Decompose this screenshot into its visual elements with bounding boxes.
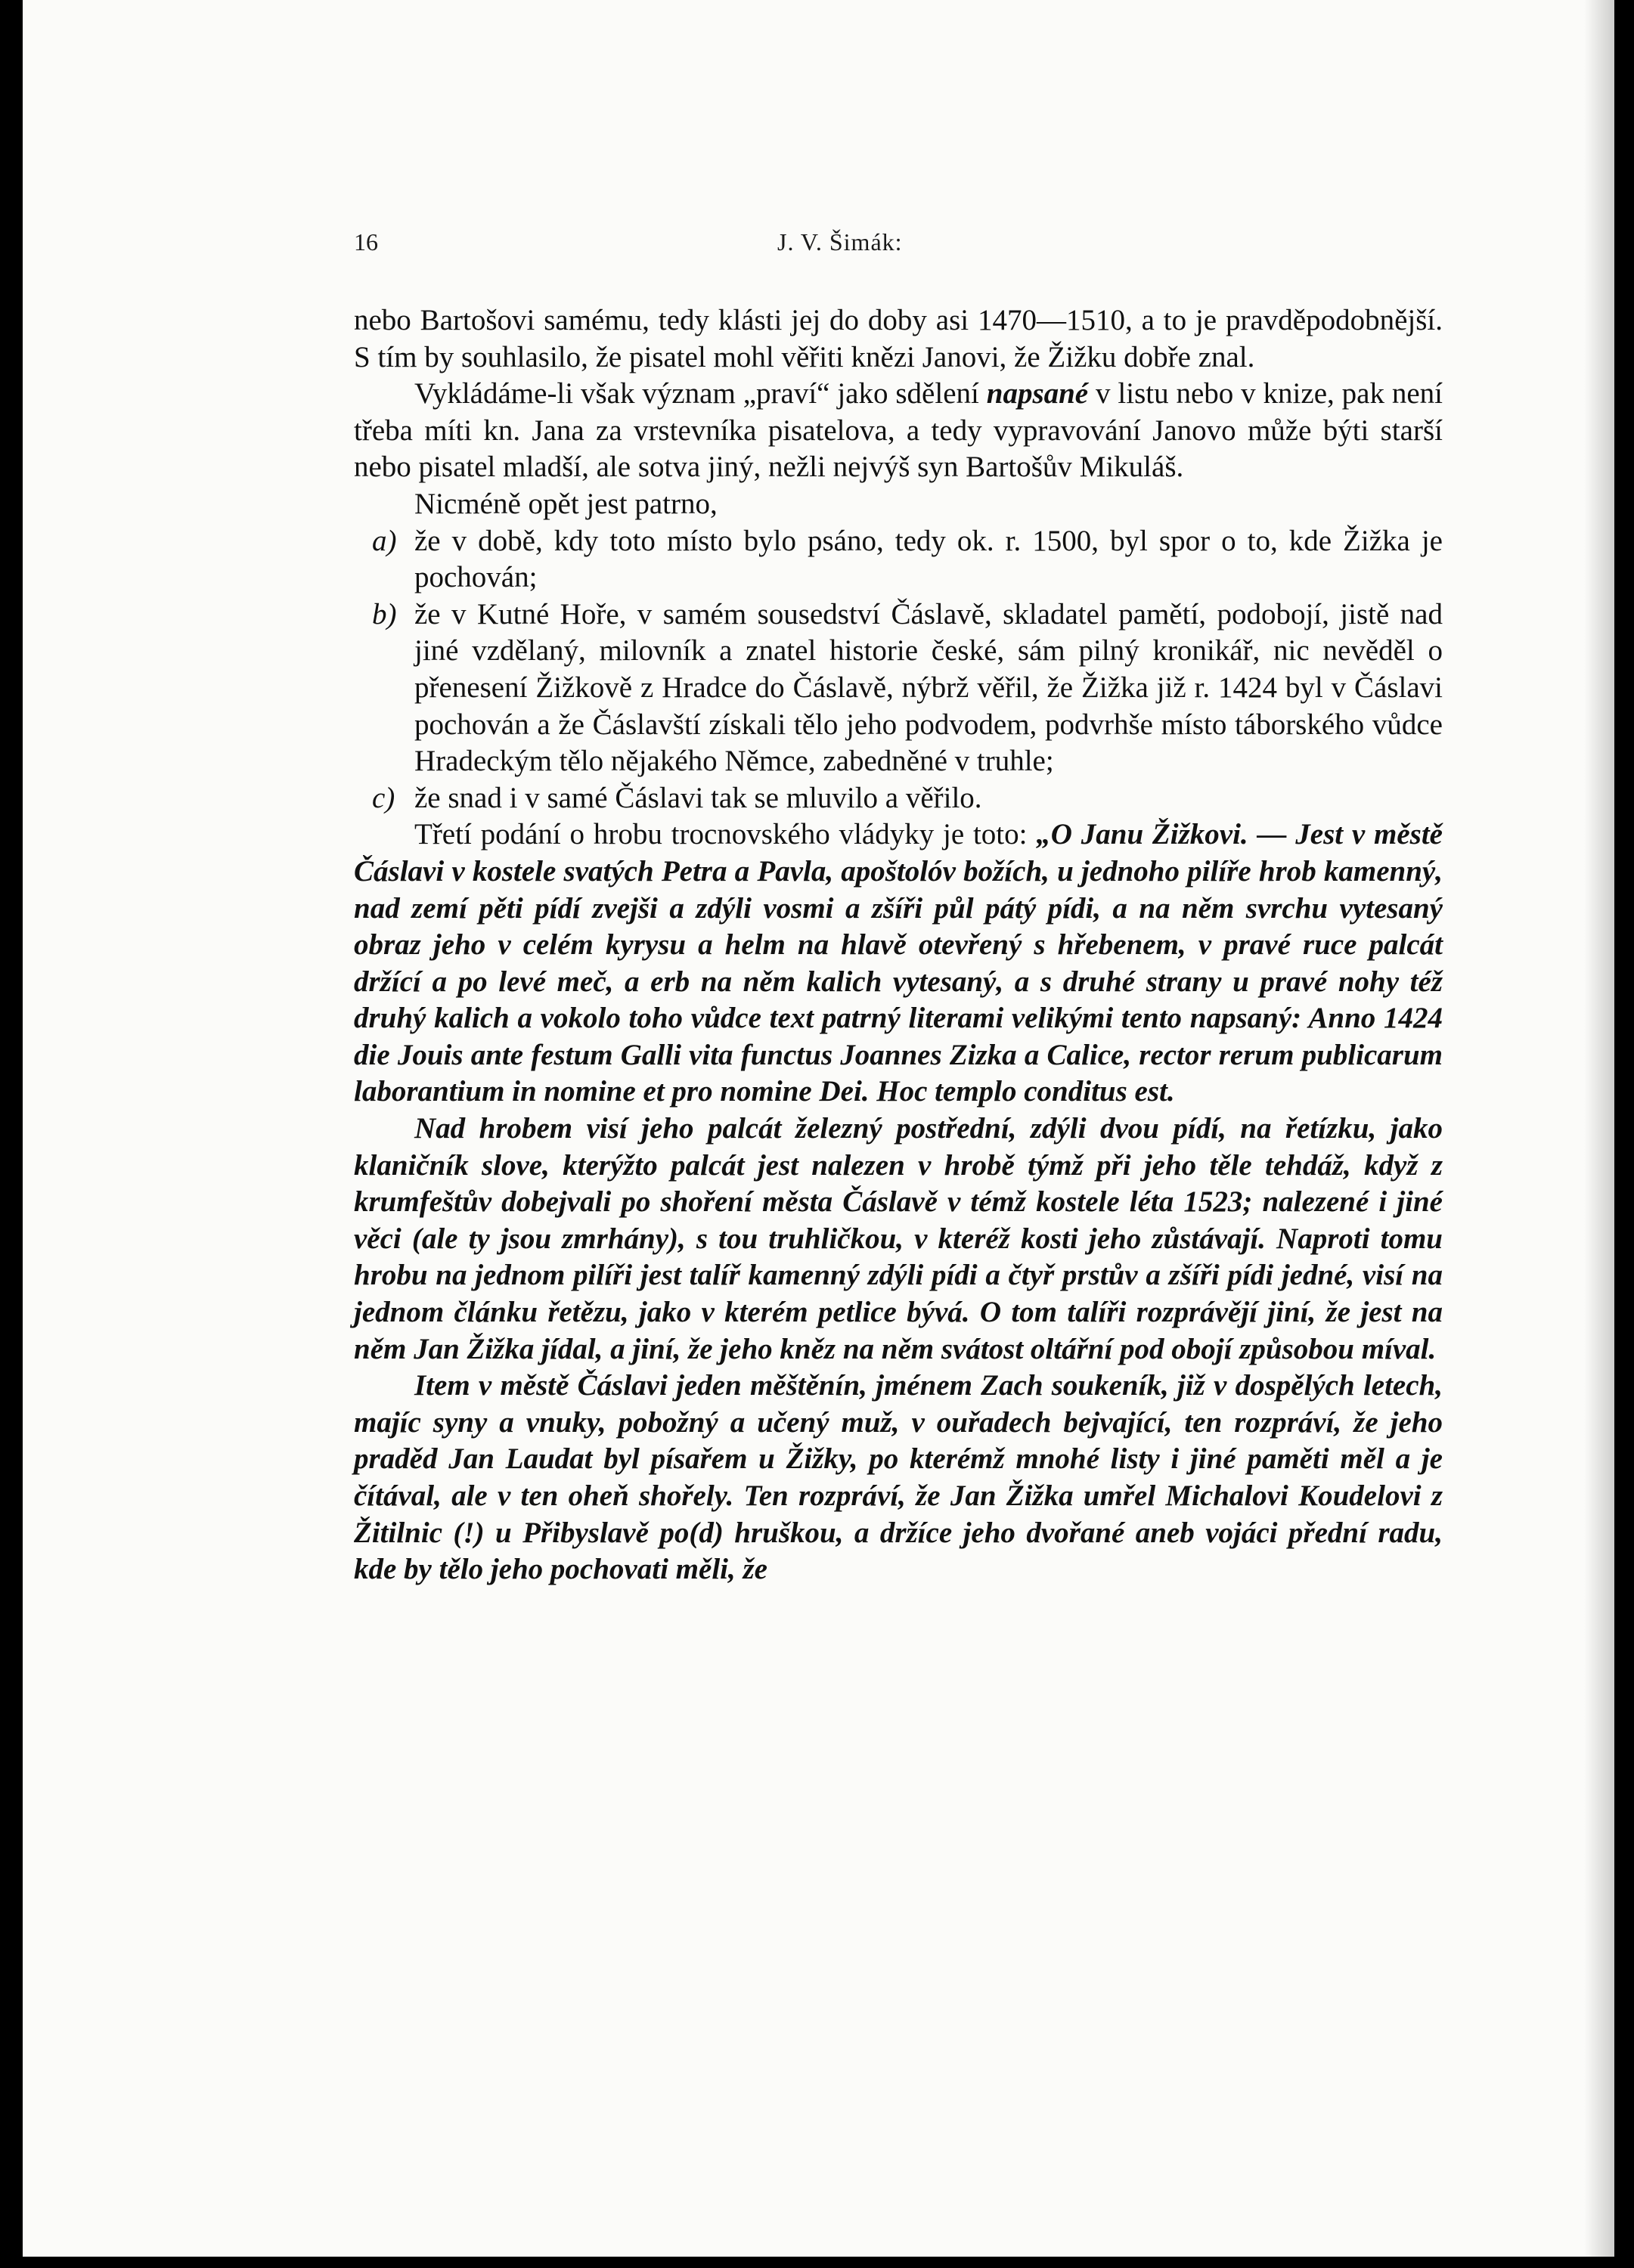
list-label: b) (372, 597, 397, 631)
paragraph-2 (354, 376, 1443, 486)
page-number: 16 (354, 228, 378, 256)
running-head (354, 228, 1443, 274)
paragraph-4-intro: Třetí podání o hrobu trocnovského vládyky je toto: (414, 818, 1037, 851)
list-text: že v Kutné Hoře, v samém sousedství Čáslavě, skladatel pamětí, podobojí, jistě nad jiné vzdělaný, milovník a znatel historie české, sám pilný kronikář, nic nevěděl o přenesení Žižkově z Hradce do Čáslavě, nýbrž věřil, že Žižka již r. 1424 byl v Čáslavi pochován a že Čáslavští získali tělo jeho podvodem, podvrhše místo táborského vůdce Hradeckým tělo nějakého Němce, zabedněné v truhle; (414, 597, 1443, 778)
paragraph-5: Nad hrobem visí jeho palcát železný postřední, zdýli dvou pídí, na řetízku, jako klaničník slove, kterýžto palcát jest nalezen v hrobě týmž při jeho těle tehdáž, když z krumfeštův dobejvali po shoření města Čáslavě v témž kostele léta 1523; nalezené i jiné věci (ale ty jsou zmrhány), s tou truhličkou, v kteréž kosti jeho zůstávají. Naproti tomu hrobu na jednom pilíři jest talíř kamenný zdýli pídi a čtyř prstův a zšíři pídi jedné, visí na jednom článku řetězu, jako v kterém petlice bývá. O tom talíři rozprávějí jiní, že jest na něm Jan Žižka jídal, a jiní, že jeho kněz na něm svátost oltářní pod obojí způsobou míval. (354, 1112, 1443, 1365)
list-item-c (354, 780, 1443, 817)
list-label: a) (372, 524, 397, 557)
book-page (23, 0, 1614, 2257)
paragraph-4 (354, 816, 1443, 1111)
paragraph-3: Nicméně opět jest patrno, (414, 487, 718, 520)
list-item-b (354, 596, 1443, 780)
paragraph-1: nebo Bartošovi samému, tedy klásti jej do doby asi 1470—1510, a to je pravděpodobnější. S tím by souhlasilo, že pisatel mohl věřiti knězi Janovi, že Žižku dobře znal. (354, 304, 1443, 373)
paragraph-2-end: v listu nebo v knize, pak není třeba míti kn. Jana za vrstevníka pisatelova, a tedy vypravování Janovo může býti starší nebo pisatel mladší, ale sotva jiný, nežli nejvýš syn Bartošův Mikuláš. (354, 377, 1443, 484)
list-text: že snad i v samé Čáslavi tak se mluvilo a věřilo. (414, 781, 982, 814)
list-text: že v době, kdy toto místo bylo psáno, tedy ok. r. 1500, byl spor o to, kde Žižka je pochován; (414, 524, 1443, 594)
list-label: c) (372, 781, 395, 814)
running-title: J. V. Šimák: (777, 228, 903, 256)
paragraph-6: Item v městě Čáslavi jeden měštěnín, jménem Zach soukeník, již v dospělých letech, majíc syny a vnuky, pobožný a učený muž, v ouřadech bejvající, ten rozpráví, že jeho praděd Jan Laudat byl písařem u Žižky, po kterémž mnohé listy i jiné paměti měl a je čítával, ale v ten oheň shořely. Ten rozpráví, že Jan Žižka umřel Michalovi Koudelovi z Žitilnic (!) u Přibyslavě po(d) hruškou, a držíce jeho dvořané aneb vojáci přední radu, kde by tělo jeho pochovati měli, že (354, 1369, 1443, 1586)
list-item-a (354, 523, 1443, 596)
body-text (354, 302, 1443, 1588)
paragraph-2-start: Vykládáme-li však význam „praví“ jako sdělení (414, 377, 987, 411)
page-edge-shadow (1584, 0, 1614, 2257)
emphasis-napsane: napsané (986, 377, 1089, 411)
quotation-o-janu-zizkovi: „O Janu Žižkovi. — Jest v městě Čáslavi v kostele svatých Petra a Pavla, apoštolóv božích, u jednoho pilíře hrob kamenný, nad zemí pěti pídí zvejši a zdýli vosmi a zšíři půl pátý pídi, a na něm svrchu vytesaný obraz jeho v celém kyrysu a helm na hlavě otevřený s hřebenem, v pravé ruce palcát držící a po levé meč, a erb na něm kalich vytesaný, a s druhé strany u pravé nohy též druhý kalich a vokolo toho vůdce text patrný literami velikými tento napsaný: Anno 1424 die Jouis ante festum Galli vita functus Joannes Zizka a Calice, rector rerum publicarum laborantium in nomine et pro nomine Dei. Hoc templo conditus est. (354, 818, 1443, 1108)
